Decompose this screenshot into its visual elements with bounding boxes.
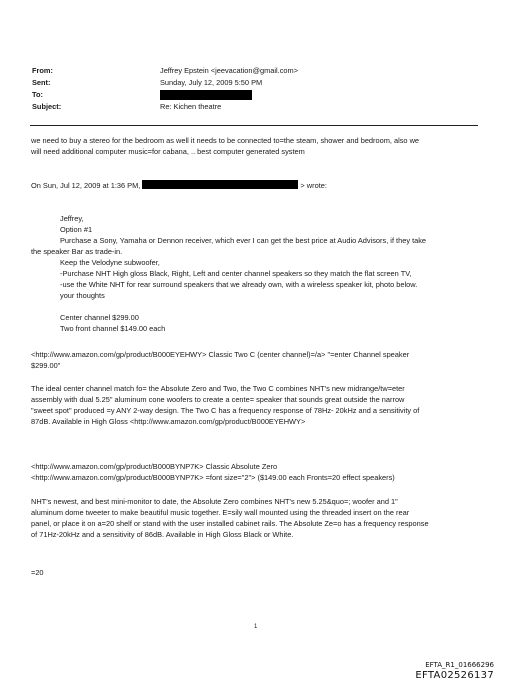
description-line: 87dB. Available in High Gloss <http://www.amazon.com/gp/product/B000EYEHWY>	[31, 417, 306, 426]
sender-redaction	[142, 180, 298, 189]
trailing-text: =20	[31, 568, 44, 577]
description-line: assembly with dual 5.25" aluminum cone woofers to create a cente= speaker that sounds great outside the narrow	[31, 395, 405, 404]
from-label: From:	[32, 66, 53, 75]
quote-line: Jeffrey,	[60, 214, 84, 223]
quote-on-text: On Sun, Jul 12, 2009 at 1:36 PM,	[31, 181, 141, 190]
description-line: aluminum dome tweeter to make beautiful music together. E=sily wall mounted using the threaded insert on the rear	[31, 508, 410, 517]
description-line: of 71Hz-20kHz and a sensitivity of 86dB. Available in High Gloss Black or White.	[31, 530, 294, 539]
quote-line: -use the White NHT for rear surround speakers that we already own, with a wireless speaker kit, photo below.	[60, 280, 418, 289]
bates-number-small: EFTA_R1_01666296	[425, 661, 494, 669]
product-link-line: $299.00"	[31, 361, 61, 370]
quote-line: Option #1	[60, 225, 93, 234]
header-divider	[30, 125, 478, 126]
quote-line: your thoughts	[60, 291, 105, 300]
quote-header	[31, 180, 327, 192]
from-value: Jeffrey Epstein <jeevacation@gmail.com>	[160, 66, 299, 75]
quote-wrote-text: > wrote:	[300, 181, 327, 190]
description-line: "sweet spot" produced =y ANY 2-way design. The Two C has a frequency response of 78Hz- 20kHz and a sensitivity of	[31, 406, 420, 415]
product-link-line: <http://www.amazon.com/gp/product/B000EYEHWY> Classic Two C (center channel)=/a> "=enter Channel speaker	[31, 350, 410, 359]
description-line: The ideal center channel match fo= the Absolute Zero and Two, the Two C combines NHT's new midrange/tw=eter	[31, 384, 405, 393]
price-line: Center channel $299.00	[60, 313, 139, 322]
price-line: Two front channel $149.00 each	[60, 324, 166, 333]
bates-number-large: EFTA02526137	[415, 670, 494, 681]
sent-label: Sent:	[32, 78, 51, 87]
product-link-line: <http://www.amazon.com/gp/product/B000BYNP7K> Classic Absolute Zero	[31, 462, 278, 471]
body-line: we need to buy a stereo for the bedroom as well it needs to be connected to=the steam, shower and bedroom, also we	[31, 136, 420, 145]
sent-value: Sunday, July 12, 2009 5:50 PM	[160, 78, 263, 87]
quote-line: Keep the Velodyne subwoofer,	[60, 258, 160, 267]
subject-value: Re: Kichen theatre	[160, 102, 222, 111]
quote-line: Purchase a Sony, Yamaha or Dennon receiver, which ever I can get the best price at Audio Advisors, if they take	[60, 236, 427, 245]
product-link-line: <http://www.amazon.com/gp/product/B000BYNP7K> =font size="2"> ($149.00 each Fronts=20 effect speakers)	[31, 473, 395, 482]
quote-line: the speaker Bar as trade-in.	[31, 247, 123, 256]
subject-label: Subject:	[32, 102, 62, 111]
to-label: To:	[32, 90, 43, 99]
to-redaction	[160, 90, 252, 100]
quote-line: -Purchase NHT High gloss Black, Right, Left and center channel speakers so they match the flat screen TV,	[60, 269, 412, 278]
page-number: 1	[254, 624, 258, 630]
description-line: panel, or place it on a=20 shelf or stand with the user installed cabinet rails. The Absolute Ze=o has a frequency response	[31, 519, 429, 528]
body-line: will need additional computer music=for cabana, .. best computer generated system	[31, 147, 305, 156]
description-line: NHT's newest, and best mini-monitor to date, the Absolute Zero combines NHT's new 5.25&quo=; woofer and 1"	[31, 497, 398, 506]
